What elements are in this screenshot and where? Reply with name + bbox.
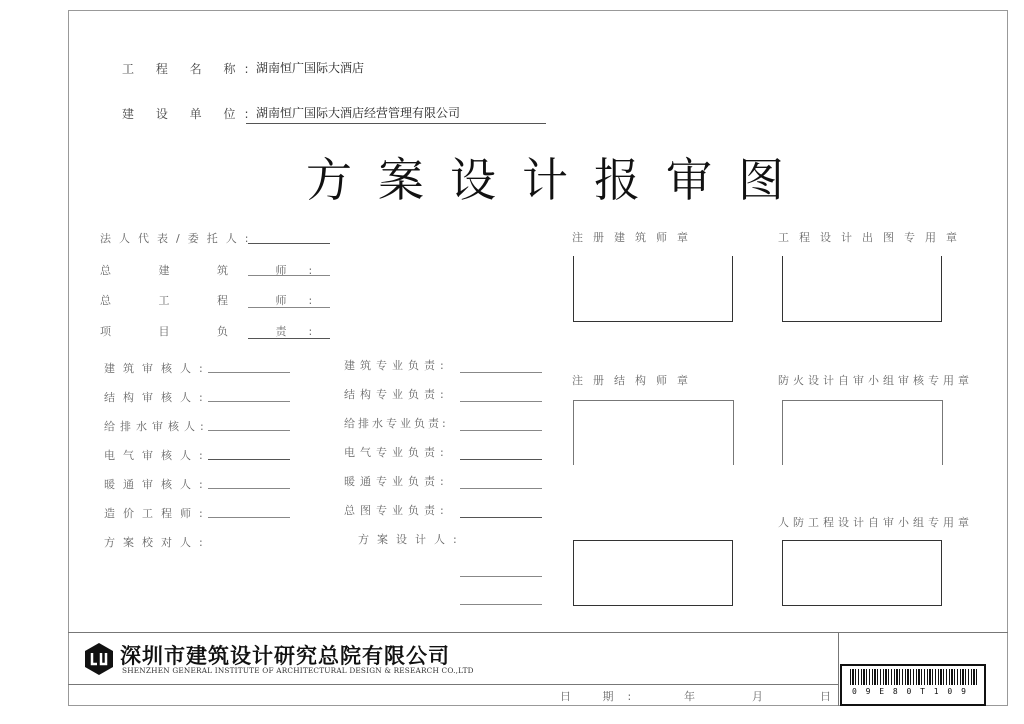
project-name-label: 工 程 名 称: <box>122 62 258 76</box>
lead-label-structure: 结构专业负责: <box>344 388 449 401</box>
lead-label-plumbing: 给排水专业负责: <box>344 417 449 430</box>
lead-line-designer-2[interactable] <box>460 604 542 605</box>
lead-line-architecture[interactable] <box>460 372 542 373</box>
date-month-label: 月 <box>752 690 771 703</box>
reviewer-line-structure[interactable] <box>208 401 290 402</box>
stamp-box-structural-left <box>573 400 574 465</box>
lead-line-designer-1[interactable] <box>460 576 542 577</box>
signer-line-project-lead[interactable] <box>248 338 330 339</box>
lead-label-hvac: 暖通专业负责: <box>344 475 449 488</box>
lead-line-plumbing[interactable] <box>460 430 542 431</box>
barcode-icon <box>850 669 978 685</box>
signer-label-chief-engineer: 总 工 程 师: <box>100 294 335 307</box>
page-title: 方案设计报审图 <box>306 153 810 207</box>
company-logo-icon <box>84 642 114 676</box>
titleblock-mid-line <box>68 684 838 685</box>
lead-line-structure[interactable] <box>460 401 542 402</box>
reviewer-label-structure: 结构审核人: <box>104 391 211 404</box>
client-label: 建 设 单 位: <box>122 107 258 121</box>
lead-label-architecture: 建筑专业负责: <box>344 359 449 372</box>
stamp-label-fire-review: 防火设计自审小组审核专用章 <box>778 374 973 387</box>
stamp-label-drawing-issue: 工程设计出图专用章 <box>778 231 967 244</box>
titleblock-top-line <box>68 632 1008 633</box>
lead-line-hvac[interactable] <box>460 488 542 489</box>
company-name-en: SHENZHEN GENERAL INSTITUTE OF ARCHITECTURAL DESIGN & RESEARCH CO.,LTD <box>122 666 474 675</box>
stamp-label-structural-engineer: 注册结构师章 <box>572 374 698 387</box>
lead-label-designer: 方案设计人: <box>358 533 465 546</box>
signer-line-chief-architect[interactable] <box>248 275 330 276</box>
reviewer-line-electrical[interactable] <box>208 459 290 460</box>
stamp-box-structural-top <box>573 400 733 401</box>
date-year-label: 年 <box>684 690 703 703</box>
stamp-box-drawing-issue <box>782 256 942 322</box>
reviewer-label-architecture: 建筑审核人: <box>104 362 211 375</box>
stamp-box-fire-left <box>782 400 783 465</box>
stamp-box-structural-right <box>733 400 734 465</box>
stamp-box-blank <box>573 540 733 606</box>
company-name-cn: 深圳市建筑设计研究总院有限公司 <box>120 644 450 668</box>
stamp-box-fire-right <box>942 400 943 465</box>
barcode-text: 0 9 E 8 0 T 1 0 9 <box>852 687 968 696</box>
reviewer-label-hvac: 暖通审核人: <box>104 478 211 491</box>
signer-label-chief-architect: 总 建 筑 师: <box>100 264 335 277</box>
stamp-box-registered-architect <box>573 256 733 322</box>
lead-line-electrical[interactable] <box>460 459 542 460</box>
signer-line-chief-engineer[interactable] <box>248 307 330 308</box>
reviewer-label-cost: 造价工程师: <box>104 507 211 520</box>
lead-label-electrical: 电气专业负责: <box>344 446 449 459</box>
reviewer-line-cost[interactable] <box>208 517 290 518</box>
signer-label-project-lead: 项 目 负 责: <box>100 325 335 338</box>
stamp-box-fire-top <box>782 400 942 401</box>
stamp-label-registered-architect: 注册建筑师章 <box>572 231 698 244</box>
reviewer-label-electrical: 电气审核人: <box>104 449 211 462</box>
stamp-label-civil-defense: 人防工程设计自审小组专用章 <box>778 516 973 529</box>
reviewer-label-plumbing: 给排水审核人: <box>104 420 209 433</box>
reviewer-line-architecture[interactable] <box>208 372 290 373</box>
stamp-box-civil-defense <box>782 540 942 606</box>
client-underline <box>246 123 546 124</box>
signer-line-legal[interactable] <box>248 243 330 244</box>
reviewer-line-plumbing[interactable] <box>208 430 290 431</box>
client-value: 湖南恒广国际大酒店经营管理有限公司 <box>256 106 461 120</box>
project-name-value: 湖南恒广国际大酒店 <box>256 61 365 75</box>
date-day-label: 日 <box>820 690 839 703</box>
signer-label-legal: 法人代表/委托人: <box>100 232 257 245</box>
date-label: 日 期: <box>560 690 646 703</box>
lead-line-site-plan[interactable] <box>460 517 542 518</box>
reviewer-label-proofreader: 方案校对人: <box>104 536 211 549</box>
reviewer-line-hvac[interactable] <box>208 488 290 489</box>
lead-label-site-plan: 总图专业负责: <box>344 504 449 517</box>
